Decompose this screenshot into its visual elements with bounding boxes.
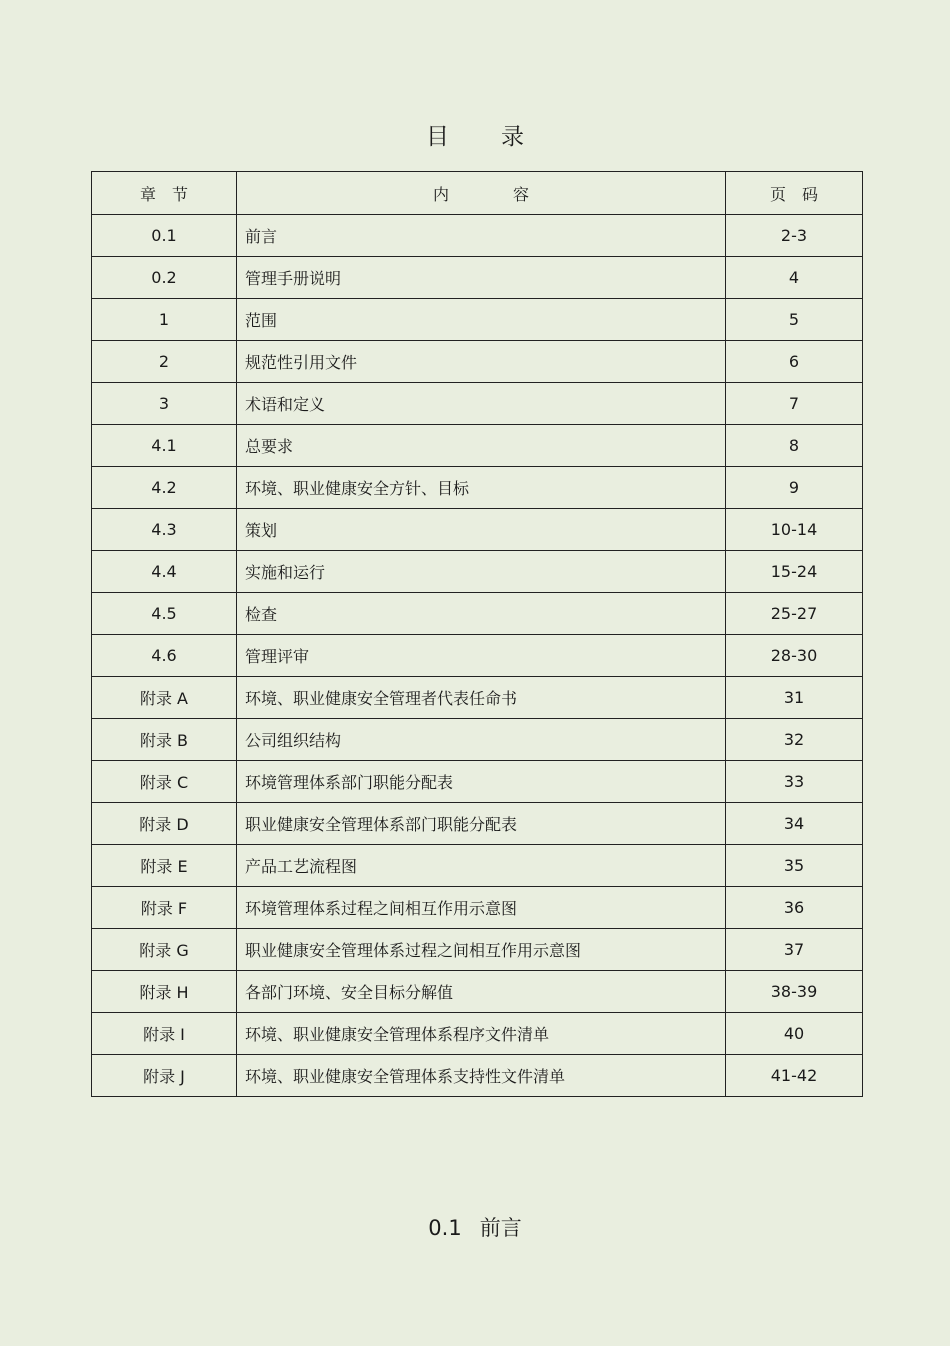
- toc-chapter: 附录 J: [92, 1055, 237, 1097]
- toc-content: 环境、职业健康安全管理体系支持性文件清单: [237, 1055, 726, 1097]
- toc-content: 职业健康安全管理体系部门职能分配表: [237, 803, 726, 845]
- toc-content: 环境、职业健康安全方针、目标: [237, 467, 726, 509]
- toc-row: [92, 551, 863, 593]
- toc-chapter: 4.4: [92, 551, 237, 593]
- toc-chapter: 4.6: [92, 635, 237, 677]
- toc-content: 产品工艺流程图: [237, 845, 726, 887]
- toc-content: 环境、职业健康安全管理者代表任命书: [237, 677, 726, 719]
- toc-title-left: 目: [426, 124, 449, 150]
- toc-chapter: 附录 F: [92, 887, 237, 929]
- toc-row: [92, 1013, 863, 1055]
- toc-row: [92, 383, 863, 425]
- toc-chapter: 附录 I: [92, 1013, 237, 1055]
- toc-content: 规范性引用文件: [237, 341, 726, 383]
- toc-chapter: 附录 A: [92, 677, 237, 719]
- toc-header-row: [92, 172, 863, 215]
- toc-content: 检查: [237, 593, 726, 635]
- toc-row: [92, 1055, 863, 1097]
- toc-row: [92, 215, 863, 257]
- toc-chapter: 4.5: [92, 593, 237, 635]
- toc-row: [92, 929, 863, 971]
- toc-chapter: 3: [92, 383, 237, 425]
- toc-row: [92, 509, 863, 551]
- toc-page: 15-24: [726, 551, 863, 593]
- toc-content: 环境管理体系过程之间相互作用示意图: [237, 887, 726, 929]
- toc-page: 8: [726, 425, 863, 467]
- toc-page: 7: [726, 383, 863, 425]
- header-content: 内 容: [237, 172, 726, 215]
- toc-content: 职业健康安全管理体系过程之间相互作用示意图: [237, 929, 726, 971]
- toc-table: [91, 171, 863, 1097]
- toc-page: 40: [726, 1013, 863, 1055]
- toc-content: 管理手册说明: [237, 257, 726, 299]
- toc-content: 总要求: [237, 425, 726, 467]
- toc-body: [92, 215, 863, 1097]
- toc-chapter: 4.1: [92, 425, 237, 467]
- toc-row: [92, 299, 863, 341]
- toc-row: [92, 341, 863, 383]
- toc-row: [92, 887, 863, 929]
- section-heading: [0, 1212, 950, 1242]
- toc-title: [0, 118, 950, 151]
- toc-title-right: 录: [501, 124, 524, 150]
- toc-content: 前言: [237, 215, 726, 257]
- toc-row: [92, 845, 863, 887]
- toc-row: [92, 761, 863, 803]
- toc-page: 10-14: [726, 509, 863, 551]
- section-number: 0.1: [428, 1216, 462, 1240]
- toc-page: 31: [726, 677, 863, 719]
- toc-page: 28-30: [726, 635, 863, 677]
- toc-chapter: 附录 H: [92, 971, 237, 1013]
- toc-page: 9: [726, 467, 863, 509]
- toc-row: [92, 803, 863, 845]
- toc-row: [92, 677, 863, 719]
- toc-chapter: 附录 D: [92, 803, 237, 845]
- toc-page: 37: [726, 929, 863, 971]
- toc-page: 5: [726, 299, 863, 341]
- toc-chapter: 0.1: [92, 215, 237, 257]
- toc-chapter: 附录 G: [92, 929, 237, 971]
- toc-page: 4: [726, 257, 863, 299]
- toc-row: [92, 467, 863, 509]
- toc-chapter: 1: [92, 299, 237, 341]
- toc-page: 38-39: [726, 971, 863, 1013]
- toc-page: 36: [726, 887, 863, 929]
- toc-chapter: 4.2: [92, 467, 237, 509]
- toc-content: 各部门环境、安全目标分解值: [237, 971, 726, 1013]
- toc-page: 41-42: [726, 1055, 863, 1097]
- toc-page: 35: [726, 845, 863, 887]
- header-page: 页 码: [726, 172, 863, 215]
- toc-content: 公司组织结构: [237, 719, 726, 761]
- toc-row: [92, 257, 863, 299]
- toc-chapter: 2: [92, 341, 237, 383]
- toc-content: 实施和运行: [237, 551, 726, 593]
- section-title: 前言: [479, 1216, 522, 1240]
- toc-page: 33: [726, 761, 863, 803]
- toc-content: 管理评审: [237, 635, 726, 677]
- toc-content: 环境、职业健康安全管理体系程序文件清单: [237, 1013, 726, 1055]
- toc-page: 6: [726, 341, 863, 383]
- toc-chapter: 附录 C: [92, 761, 237, 803]
- toc-page: 2-3: [726, 215, 863, 257]
- toc-row: [92, 719, 863, 761]
- toc-content: 环境管理体系部门职能分配表: [237, 761, 726, 803]
- toc-content: 范围: [237, 299, 726, 341]
- toc-chapter: 0.2: [92, 257, 237, 299]
- toc-page: 32: [726, 719, 863, 761]
- toc-chapter: 4.3: [92, 509, 237, 551]
- toc-row: [92, 425, 863, 467]
- toc-row: [92, 593, 863, 635]
- toc-page: 34: [726, 803, 863, 845]
- toc-row: [92, 635, 863, 677]
- toc-content: 术语和定义: [237, 383, 726, 425]
- toc-content: 策划: [237, 509, 726, 551]
- toc-page: 25-27: [726, 593, 863, 635]
- toc-row: [92, 971, 863, 1013]
- header-chapter: 章 节: [92, 172, 237, 215]
- toc-chapter: 附录 E: [92, 845, 237, 887]
- toc-chapter: 附录 B: [92, 719, 237, 761]
